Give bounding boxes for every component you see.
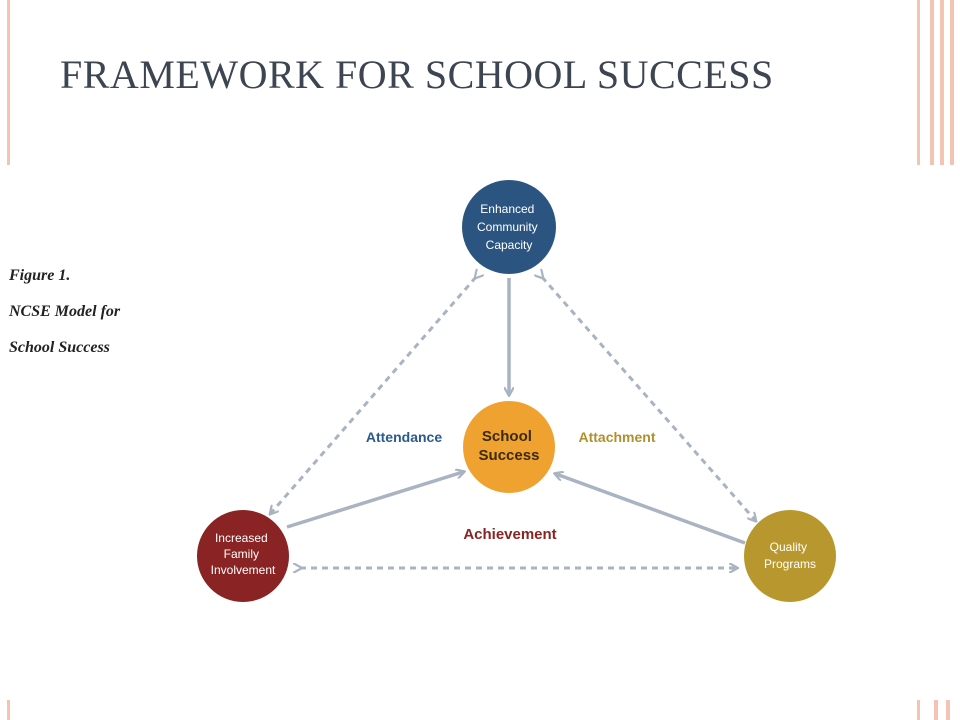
node-center-line-1: School (481, 428, 532, 445)
edge-label-attachment: Attachment (578, 429, 656, 445)
arrow-right-to-center (556, 474, 745, 543)
edge-label-attendance: Attendance (365, 429, 443, 445)
caption-line-3: School Success (9, 339, 110, 356)
page-title: FRAMEWORK FOR SCHOOL SUCCESS (60, 52, 774, 97)
node-top-line-1: Enhanced (480, 202, 535, 216)
node-center-line-2: Success (478, 447, 540, 464)
node-left-line-1: Increased (214, 531, 268, 545)
edge-label-achievement: Achievement (463, 526, 557, 543)
node-left-line-3: Involvement (210, 563, 276, 577)
arrow-top-right (542, 277, 755, 520)
node-quality-programs (744, 510, 836, 602)
caption-line-1: Figure 1. (9, 267, 71, 284)
node-right-line-1: Quality (769, 540, 808, 554)
arrow-left-to-center (287, 472, 463, 527)
node-right-line-2: Programs (763, 557, 817, 571)
caption-line-2: NCSE Model for (9, 303, 121, 320)
node-left-line-2: Family (223, 547, 259, 561)
node-top-line-2: Community (476, 220, 538, 234)
node-top-label (477, 202, 541, 252)
node-top-line-3: Capacity (485, 238, 533, 252)
